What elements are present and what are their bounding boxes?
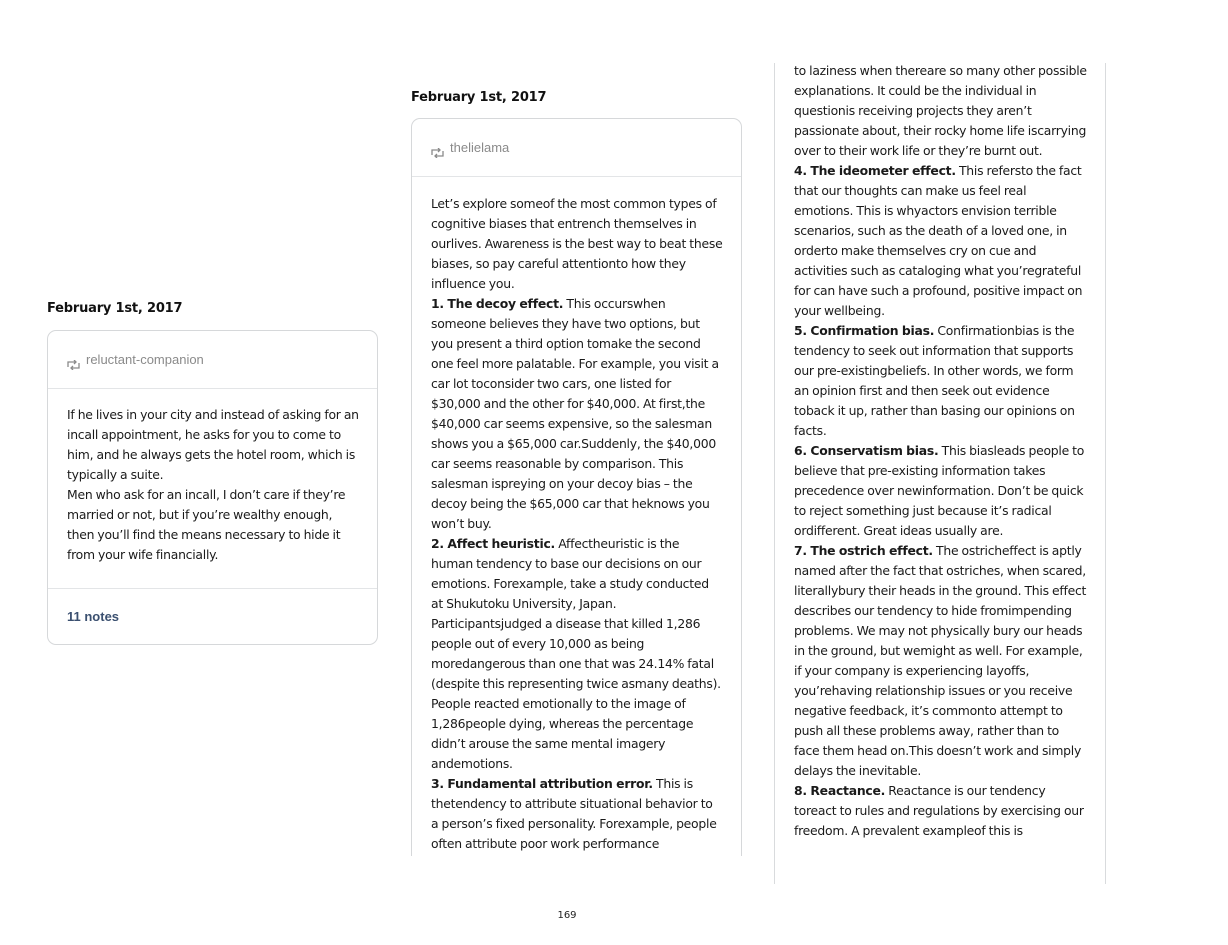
post-body	[412, 177, 741, 854]
bias-heading: 6. Conservatism bias.	[794, 443, 939, 458]
post-date: February 1st, 2017	[47, 301, 183, 316]
paragraph: If he lives in your city and instead of asking for an incall appointment, he asks for you to come to him, and he always gets the hotel room, which is typically a suite.	[67, 407, 359, 482]
bias-heading: 1. The decoy effect.	[431, 296, 564, 311]
bias-heading: 8. Reactance.	[794, 783, 886, 798]
reblog-icon	[431, 143, 444, 153]
post-username[interactable]: thelielama	[450, 140, 510, 155]
post-header	[412, 119, 741, 177]
paragraph: 5. Confirmation bias. Confirmationbias is the tendency to seek out information that supports our pre-existingbeliefs. In other words, we form an opinion first and then seek out evidence toback it up, rather than basing our opinions on facts.	[794, 323, 1075, 438]
post-date: February 1st, 2017	[411, 90, 547, 105]
post-footer	[48, 588, 377, 644]
page-number: 169	[557, 910, 577, 921]
bias-heading: 2. Affect heuristic.	[431, 536, 555, 551]
post-body	[775, 63, 1105, 841]
paragraph: 6. Conservatism bias. This biasleads people to believe that pre-existing information takes precedence over newinformation. Don’t be quick to reject something just because it’s radical ordifferent. Great ideas usually are.	[794, 443, 1085, 538]
post-header	[48, 331, 377, 389]
paragraph: 8. Reactance. Reactance is our tendency toreact to rules and regulations by exercising our freedom. A prevalent exampleof this is	[794, 783, 1084, 838]
bias-heading: 4. The ideometer effect.	[794, 163, 956, 178]
paragraph: 3. Fundamental attribution error. This is thetendency to attribute situational behavior to a person’s fixed personality. Forexample, people often attribute poor work performance	[431, 776, 717, 851]
post-continuation	[774, 63, 1106, 884]
bias-heading: 5. Confirmation bias.	[794, 323, 935, 338]
post-card	[411, 118, 742, 856]
notes-count[interactable]: 11 notes	[67, 609, 120, 624]
post-card	[47, 330, 378, 645]
bias-heading: 3. Fundamental attribution error.	[431, 776, 653, 791]
paragraph: 4. The ideometer effect. This refersto the fact that our thoughts can make us feel real emotions. This is whyactors envision terrible scenarios, such as the death of a loved one, in orderto make themselves cry on cue and activities such as cataloging what you’regrateful for can have such a profound, positive impact on your wellbeing.	[794, 163, 1083, 318]
post-username[interactable]: reluctant-companion	[86, 352, 204, 367]
paragraph: to laziness when thereare so many other possible explanations. It could be the individual in questionis receiving projects they aren’t passionate about, their rocky home life iscarrying over to their work life or they’re burnt out.	[794, 63, 1087, 158]
paragraph: Let’s explore someof the most common types of cognitive biases that entrench themselves in ourlives. Awareness is the best way to beat these biases, so pay careful attentionto how they influence you.	[431, 196, 723, 291]
paragraph: 1. The decoy effect. This occurswhen someone believes they have two options, but you present a third option tomake the second one feel more palatable. For example, you visit a car lot toconsider two cars, one listed for $30,000 and the other for $40,000. At first,the $40,000 car seems expensive, so the salesman shows you a $65,000 car.Suddenly, the $40,000 car seems reasonable by comparison. This salesman ispreying on your decoy bias – the decoy being the $65,000 car that heknows you won’t buy.	[431, 296, 719, 531]
paragraph: Men who ask for an incall, I don’t care if they’re married or not, but if you’re wealthy enough, then you’ll find the means necessary to hide it from your wife financially.	[67, 487, 346, 562]
paragraph: 2. Affect heuristic. Affectheuristic is the human tendency to base our decisions on our emotions. Forexample, take a study conducted at Shukutoku University, Japan. Participantsjudged a disease that killed 1,286 people out of every 10,000 as being moredangerous than one that was 24.14% fatal (despite this representing twice asmany deaths). People reacted emotionally to the image of 1,286people dying, whereas the percentage didn’t arouse the same mental imagery andemotions.	[431, 536, 721, 771]
bias-heading: 7. The ostrich effect.	[794, 543, 933, 558]
post-body	[48, 389, 377, 565]
reblog-icon	[67, 355, 80, 365]
paragraph: 7. The ostrich effect. The ostricheffect is aptly named after the fact that ostriches, when scared, literallybury their heads in the ground. This effect describes our tendency to hide fromimpending problems. We may not physically bury our heads in the ground, but wemight as well. For example, if your company is experiencing layoffs, you’rehaving relationship issues or you receive negative feedback, it’s commonto attempt to push all these problems away, rather than to face them head on.This doesn’t work and simply delays the inevitable.	[794, 543, 1087, 778]
